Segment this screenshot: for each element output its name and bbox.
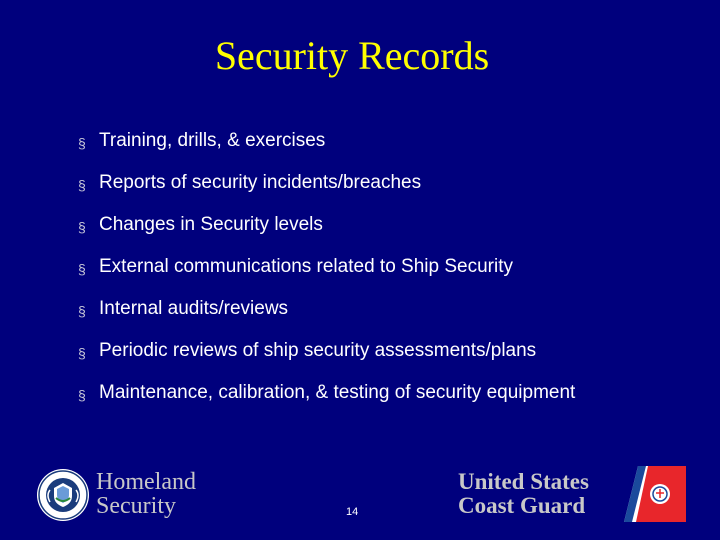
slide-title: Security Records [214,33,490,78]
bullet-item [78,296,688,322]
bullet-item [78,212,688,238]
bullet-item [78,128,688,154]
bullet-marker-icon: § [78,135,86,151]
bullet-text: Periodic reviews of ship security assessments/plans [99,340,537,361]
bullet-marker-icon: § [78,177,86,193]
bullet-marker-icon: § [78,303,86,319]
dhs-seal-icon [36,468,90,522]
bullet-text: Internal audits/reviews [99,298,289,319]
homeland-security-label-line1: Homeland [96,469,196,495]
bullet-text: Changes in Security levels [99,214,323,235]
homeland-security-label-line2: Security [96,493,176,519]
page-number: 14 [346,506,359,518]
bullet-marker-icon: § [78,219,86,235]
bullet-marker-icon: § [78,261,86,277]
bullet-text: Reports of security incidents/breaches [99,172,422,193]
bullet-item [78,380,688,406]
coast-guard-label-line1: United States [458,469,589,494]
uscg-racing-stripe-icon [624,466,686,522]
bullet-text: Training, drills, & exercises [99,130,326,151]
bullet-item [78,254,688,280]
coast-guard-label-line2: Coast Guard [458,493,586,518]
bullet-list [78,128,688,422]
bullet-marker-icon: § [78,345,86,361]
bullet-item [78,170,688,196]
bullet-text: External communications related to Ship Security [99,256,513,277]
bullet-marker-icon: § [78,387,86,403]
bullet-text: Maintenance, calibration, & testing of security equipment [99,382,576,403]
bullet-item [78,338,688,364]
